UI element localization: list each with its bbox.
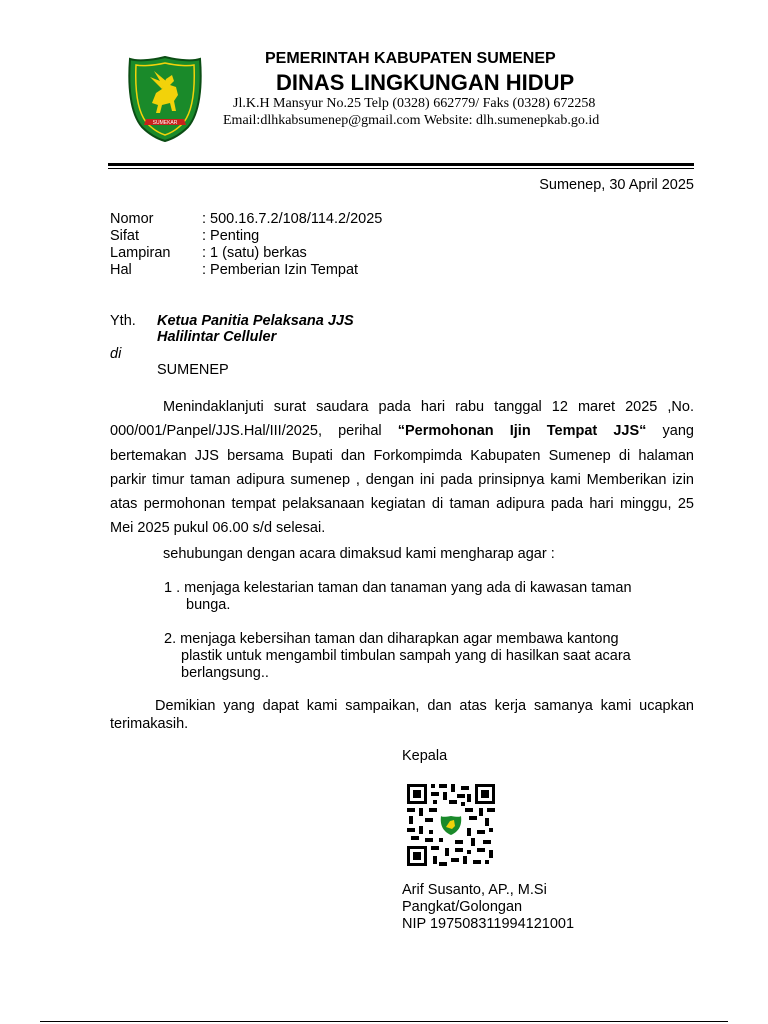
meta-value: : Penting (202, 228, 260, 244)
list-item-1-line-2: bunga. (186, 597, 231, 613)
meta-row-sifat (110, 228, 259, 244)
body-paragraph-1 (110, 395, 694, 541)
body-p1-before: Menindaklanjuti surat saudara pada hari rabu tanggal 12 maret 2025 ,No. 000/001/Panpel/JJS.Hal/III/2025, perihal (110, 399, 694, 440)
recipient-line-1: Ketua Panitia Pelaksana JJS (157, 313, 354, 329)
meta-row-nomor (110, 211, 382, 227)
list-item-2 (164, 631, 631, 682)
recipient-di: di (110, 346, 122, 362)
meta-label: Nomor (110, 211, 154, 227)
body-paragraph-2: sehubungan dengan acara dimaksud kami mengharap agar : (163, 546, 555, 562)
recipient-line-2: Halilintar Celluler (157, 329, 277, 345)
agency-title: DINAS LINGKUNGAN HIDUP (276, 70, 575, 95)
recipient-yth: Yth. (110, 313, 136, 329)
meta-value: : 500.16.7.2/108/114.2/2025 (202, 211, 383, 227)
body-p1-after: yang bertemakan JJS bersama Bupati dan Forkompimda Kabupaten Sumenep di halaman parkir timur taman adipura sumenep , dengan ini pada prinsipnya kami Memberikan izin atas permohonan tempat pelaksanaan kegiatan di taman adipura pada hari minggu, 25 Mei 2025 pukul 06.00 s/d selesai. (110, 423, 694, 537)
meta-label: Sifat (110, 228, 140, 244)
sumenep-emblem-logo (126, 55, 204, 143)
meta-value: : 1 (satu) berkas (202, 245, 307, 261)
recipient-city: SUMENEP (157, 362, 229, 378)
meta-row-hal (110, 262, 358, 278)
signatory-rank: Pangkat/Golongan (402, 899, 523, 915)
letterhead-divider-thick (108, 163, 694, 166)
letterhead-divider-thin (108, 168, 694, 169)
signature-title: Kepala (402, 748, 448, 764)
body-p1-subject: “Permohonan Ijin Tempat JJS“ (397, 423, 647, 440)
meta-label: Hal (110, 262, 132, 278)
closing-paragraph: Demikian yang dapat kami sampaikan, dan atas kerja samanya kami ucapkan terimakasih. (110, 698, 694, 732)
contact-line: Email:dlhkabsumenep@gmail.com Website: dlh.sumenepkab.go.id (223, 113, 600, 128)
page-bottom-divider (40, 1021, 728, 1022)
meta-row-lampiran (110, 245, 307, 261)
list-item-1-line-1: 1 . menjaga kelestarian taman dan tanaman yang ada di kawasan taman (164, 580, 632, 596)
gov-title: PEMERINTAH KABUPATEN SUMENEP (265, 50, 556, 67)
qr-code-signature (405, 782, 497, 868)
signatory-nip: NIP 197508311994121001 (402, 916, 575, 932)
meta-label: Lampiran (110, 245, 171, 261)
list-item-2-line-1: 2. menjaga kebersihan taman dan diharapkan agar membawa kantong (164, 631, 619, 647)
list-item-2-line-3: berlangsung.. (181, 665, 269, 681)
list-item-1 (164, 580, 632, 614)
date-line: Sumenep, 30 April 2025 (539, 177, 694, 193)
list-item-2-line-2: plastik untuk mengambil timbulan sampah yang di hasilkan saat acara (181, 648, 631, 664)
emblem-ribbon-text: SUMEKAR (152, 120, 178, 126)
signatory-name: Arif Susanto, AP., M.Si (402, 882, 547, 898)
meta-value: : Pemberian Izin Tempat (202, 262, 359, 278)
address-line: Jl.K.H Mansyur No.25 Telp (0328) 662779/ Faks (0328) 672258 (233, 96, 596, 111)
